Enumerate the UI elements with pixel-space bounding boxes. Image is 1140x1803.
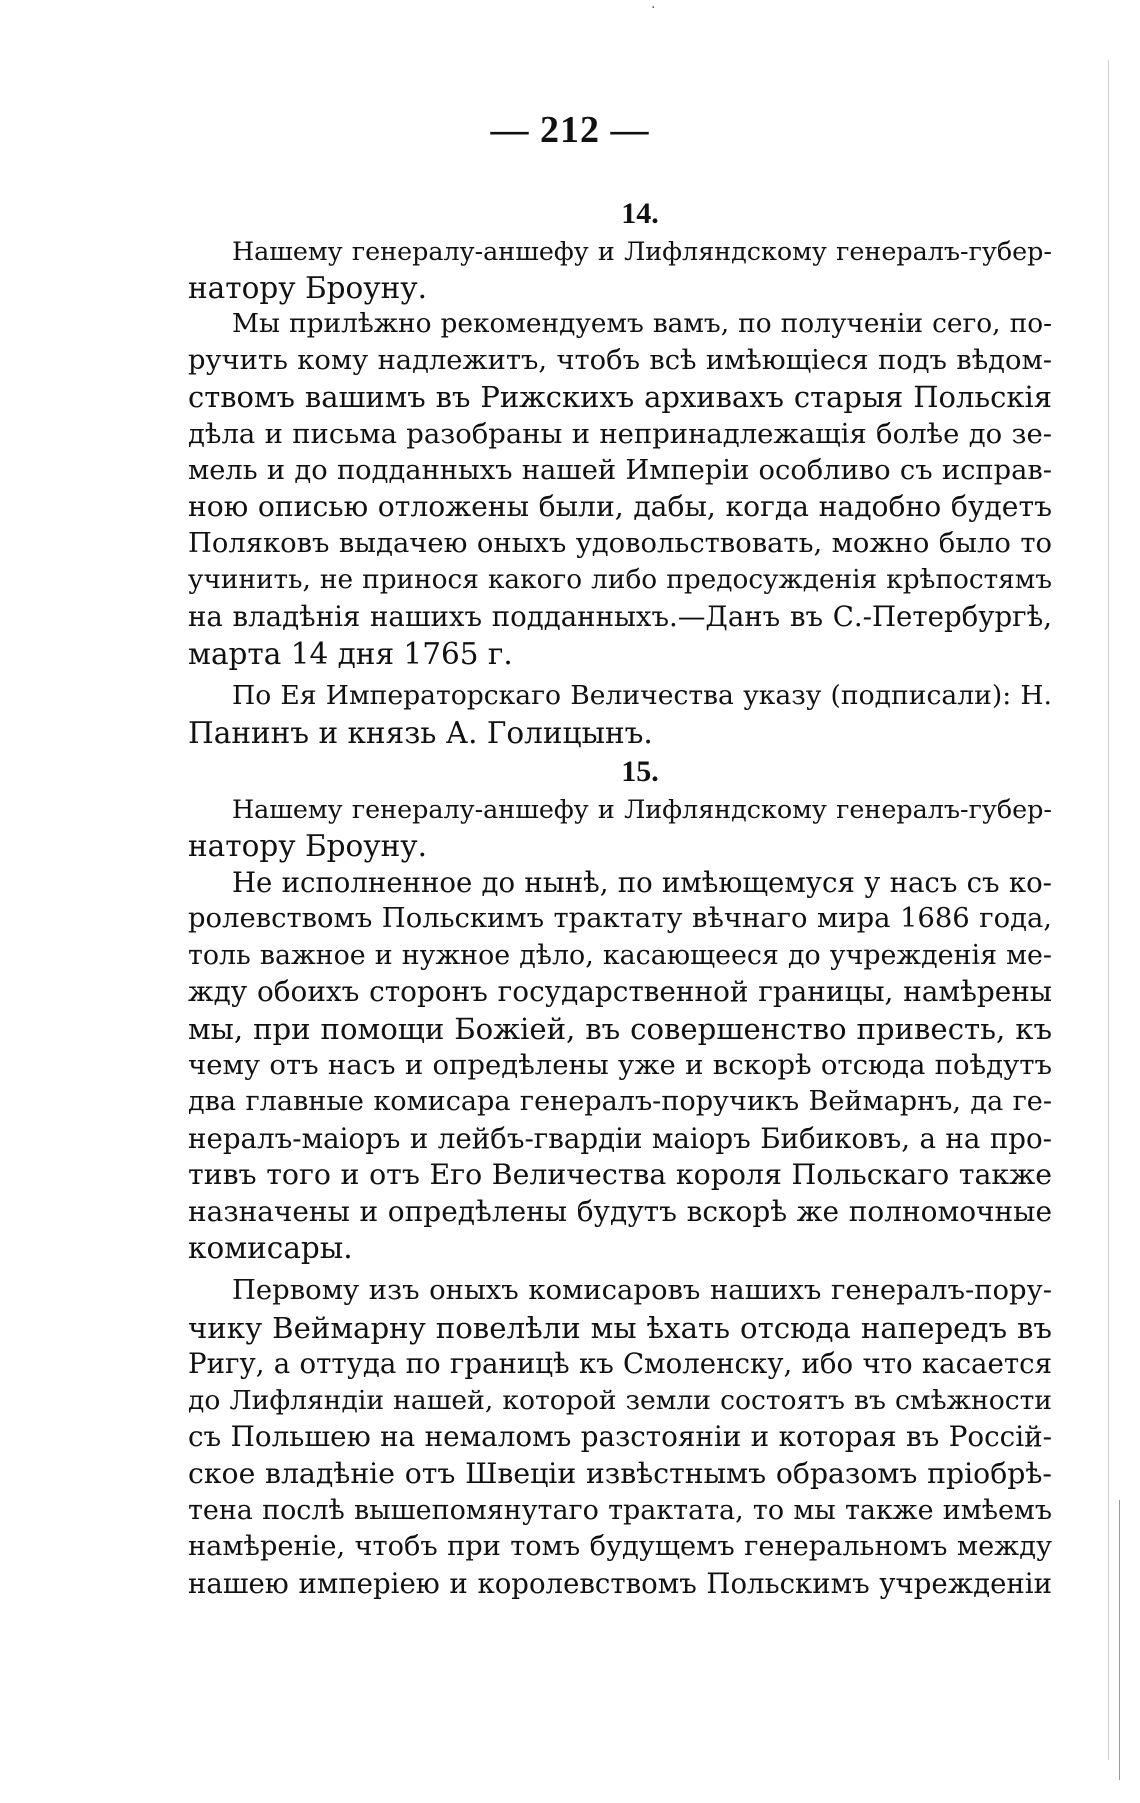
text-line: Нашему генералу-аншефу и Лифляндскому генералъ-губер- — [232, 236, 1052, 266]
text-line: марта 14 дня 1765 г. — [188, 636, 513, 671]
text-line: ручить кому надлежитъ, чтобъ всѣ имѣющіеся подъ вѣдом- — [188, 344, 1052, 376]
text-line: нашею имперіею и королевствомъ Польскимъ учрежденіи — [188, 1566, 1052, 1600]
text-line: Нашему генералу-аншефу и Лифляндскому генералъ-губер- — [232, 794, 1052, 825]
text-line: до Лифляндіи нашей, которой земли состоятъ въ смѣжности — [188, 1384, 1052, 1416]
section-15-address — [188, 791, 1052, 864]
text-line: назначены и опредѣлены будутъ вскорѣ же полномочные — [188, 1194, 1052, 1228]
page-edge-rule — [1119, 1500, 1120, 1780]
text-line: Ригу, а оттуда по границѣ къ Смоленску, ибо что касается — [188, 1347, 1052, 1381]
text-line: мель и до подданныхъ нашей Имперіи особливо съ исправ- — [188, 454, 1052, 486]
section-14-heading: 14. — [621, 197, 659, 230]
page-edge-rule — [1108, 60, 1109, 1760]
text-line: ское владѣніе отъ Швеціи извѣстнымъ образомъ пріобрѣ- — [188, 1457, 1052, 1490]
page-number: — 212 — — [490, 109, 650, 151]
text-line: два главные комисара генералъ-поручикъ Веймарнъ, да ге- — [188, 1086, 1052, 1118]
text-line: намѣреніе, чтобъ при томъ будущемъ генеральномъ между — [188, 1531, 1052, 1563]
text-line: нералъ-маіоръ и лейбъ-гвардіи маіоръ Бибиковъ, а на про- — [188, 1121, 1052, 1155]
text-line: Мы прилѣжно рекомендуемъ вамъ, по полученіи сего, по- — [232, 309, 1052, 340]
text-line: съ Польшею на немаломъ разстояніи и которая въ Россій- — [188, 1420, 1052, 1454]
text-line: тена послѣ вышепомянутаго трактата, то мы также имѣемъ — [188, 1494, 1052, 1526]
text-line: натору Броуну. — [188, 828, 428, 863]
section-15-paragraph-2 — [188, 1273, 1052, 1602]
section-14-signature — [188, 678, 1052, 751]
text-line: Панинъ и князь А. Голицынъ. — [188, 715, 653, 750]
text-line: жду обоихъ сторонъ государственной границы, намѣрены — [188, 975, 1052, 1009]
text-line: учинить, не принося какого либо предосужденія крѣпостямъ — [188, 565, 1052, 596]
text-line: натору Броуну. — [188, 270, 428, 305]
section-14-address — [188, 233, 1052, 306]
text-line: ролевствомъ Польскимъ трактату вѣчнаго мира 1686 года, — [188, 903, 1052, 935]
text-line: ною описью отложены были, дабы, когда надобно будетъ — [188, 490, 1052, 524]
section-15-paragraph-1 — [188, 865, 1052, 1268]
text-column — [188, 195, 1052, 1602]
text-line: Не исполненное до нынѣ, по имѣющемуся у насъ съ ко- — [232, 865, 1052, 899]
text-line: дѣла и письма разобраны и непринадлежащія болѣе до зе- — [188, 417, 1052, 450]
text-line: на владѣнія нашихъ подданныхъ.—Данъ въ С.-Петербургѣ, — [188, 599, 1052, 633]
text-line: ствомъ вашимъ въ Рижскихъ архивахъ старыя Польскія — [188, 380, 1052, 415]
section-15-heading: 15. — [621, 755, 659, 789]
text-line: мы, при помощи Божіей, въ совершенство привесть, къ — [188, 1011, 1052, 1046]
text-line: толь важное и нужное дѣло, касающееся до учрежденія ме- — [188, 939, 1052, 971]
top-mark: · — [651, 0, 656, 16]
text-line: Поляковъ выдачею оныхъ удовольствовать, можно было то — [188, 527, 1052, 559]
section-14-body — [188, 306, 1052, 672]
text-line: комисары. — [188, 1231, 353, 1266]
text-line: Первому изъ оныхъ комисаровъ нашихъ генералъ-пору- — [232, 1275, 1052, 1307]
text-line: По Ея Императорскаго Величества указу (подписали): Н. — [232, 680, 1052, 712]
text-line: тивъ того и отъ Его Величества короля Польскаго также — [188, 1158, 1052, 1192]
text-line: чему отъ насъ и опредѣлены уже и вскорѣ отсюда поѣдутъ — [188, 1049, 1052, 1082]
text-line: чику Веймарну повелѣли мы ѣхать отсюда напередъ въ — [188, 1310, 1052, 1345]
